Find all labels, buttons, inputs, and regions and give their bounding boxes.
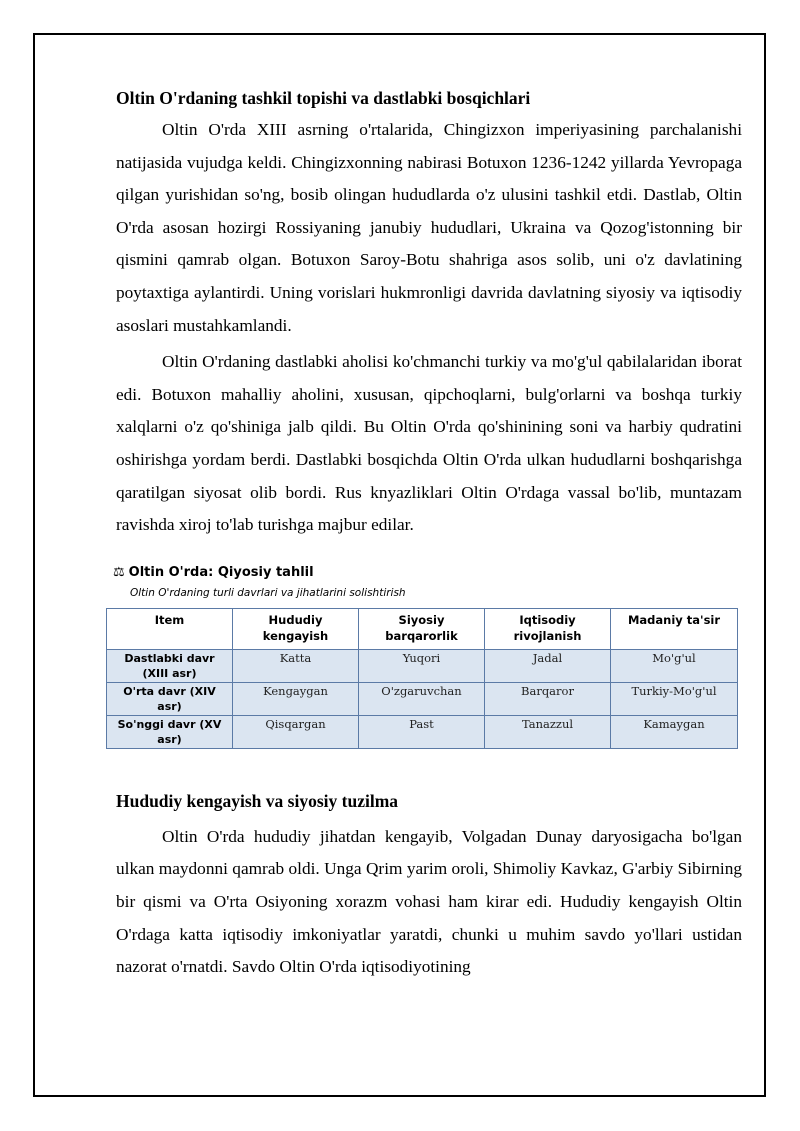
section-heading-formation: Oltin O'rdaning tashkil topishi va dastlabki bosqichlari (116, 88, 531, 108)
table-cell: Katta (233, 649, 359, 682)
row-header: O'rta davr (XIV asr) (107, 682, 233, 715)
table-row (107, 649, 738, 682)
column-header: Item (107, 608, 233, 649)
table-title-text: Oltin O'rda: Qiyosiy tahlil (128, 564, 314, 580)
table-cell: Yuqori (359, 649, 485, 682)
column-header: Iqtisodiy rivojlanish (485, 608, 611, 649)
column-header: Madaniy ta'sir (611, 608, 738, 649)
section-heading-expansion: Hududiy kengayish va siyosiy tuzilma (116, 790, 399, 811)
table-cell: Tanazzul (485, 715, 611, 748)
table-cell: Turkiy-Mo'g'ul (611, 682, 738, 715)
paragraph-expansion-1: Oltin O'rda hududiy jihatdan kengayib, Volgadan Dunay daryosigacha bo'lgan ulkan maydonni qamrab oldi. Unga Qrim yarim oroli, Shimoliy Kavkaz, G'arbiy Sibirning bir qismi va O'rta Osiyoning xorazm vohasi ham kirar edi. Hududiy kengayish Oltin O'rdaga katta iqtisodiy imkoniyatlar yaratdi, chunki u muhim savdo yo'llari ustidan nazorat o'rnatdi. Savdo Oltin O'rda iqtisodiyotining (116, 826, 742, 977)
paragraph-formation-2: Oltin O'rdaning dastlabki aholisi ko'chmanchi turkiy va mo'g'ul qabilalaridan iborat edi. Botuxon mahalliy aholini, xususan, qipchoqlarni, bulg'orlarni va boshqa turkiy xalqlarni o'z qo'shiniga jalb qildi. Bu Oltin O'rda qo'shinining soni va harbiy qudratini oshirishga yordam berdi. Dastlabki bosqichda Oltin O'rda ulkan hududlarni boshqarishga qaratilgan siyosat olib bordi. Rus knyazliklari Oltin O'rdaga vassal bo'lib, muntazam ravishda xiroj to'lab turishga majbur edilar. (116, 352, 742, 535)
table-title (113, 564, 742, 582)
table-cell: Past (359, 715, 485, 748)
table-cell: Kamaygan (611, 715, 738, 748)
comparison-table (106, 608, 738, 749)
row-header: Dastlabki davr (XIII asr) (107, 649, 233, 682)
table-row (107, 715, 738, 748)
table-caption: Oltin O'rdaning turli davrlari va jihatlarini solishtirish (130, 586, 406, 599)
paragraph-formation-1: Oltin O'rda XIII asrning o'rtalarida, Chingizxon imperiyasining parchalanishi natijasida vujudga keldi. Chingizxonning nabirasi Botuxon 1236-1242 yillarda Yevropaga qilgan yurishidan so'ng, bosib olingan hududlarda o'z ulusini tashkil etdi. Dastlab, Oltin O'rda asosan hozirgi Rossiyaning janubiy hududlari, Ukraina va Qozog'istonning bir qismini qamrab olgan. Botuxon Saroy-Botu shahriga asos solib, uni o'z davlatining poytaxtiga aylantirdi. Uning vorislari hukmronligi davrida davlatning siyosiy va iqtisodiy asoslari mustahkamlandi. (116, 120, 742, 335)
table-header-row (107, 608, 738, 649)
column-header: Hududiy kengayish (233, 608, 359, 649)
table-cell: Qisqargan (233, 715, 359, 748)
table-row (107, 682, 738, 715)
column-header: Siyosiy barqarorlik (359, 608, 485, 649)
table-cell: Kengaygan (233, 682, 359, 715)
comparison-table-section (113, 564, 742, 749)
document-body (113, 84, 742, 984)
row-header: So'nggi davr (XV asr) (107, 715, 233, 748)
table-cell: O'zgaruvchan (359, 682, 485, 715)
table-cell: Mo'g'ul (611, 649, 738, 682)
table-cell: Jadal (485, 649, 611, 682)
table-cell: Barqaror (485, 682, 611, 715)
scale-icon: ⚖ (113, 564, 125, 580)
